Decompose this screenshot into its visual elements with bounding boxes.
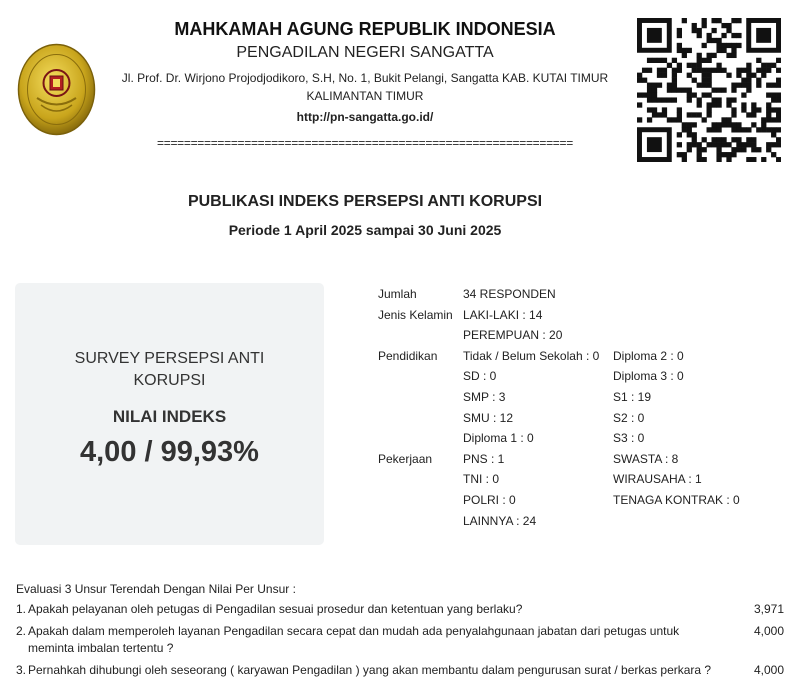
- stats-value: SMU : 12: [463, 410, 514, 425]
- evaluation-list: [16, 601, 786, 679]
- survey-title: SURVEY PERSEPSI ANTI KORUPSI: [74, 350, 265, 389]
- item-number: 3.: [16, 663, 27, 677]
- stats-value: SD : 0: [463, 369, 497, 384]
- stats-value: LAINNYA : 24: [463, 513, 537, 528]
- district-court-name: PENGADILAN NEGERI SANGATTA: [236, 44, 494, 61]
- court-address: Jl. Prof. Dr. Wirjono Projodjodikoro, S.H, No. 1, Bukit Pelangi, Sangatta KAB. KUTAI TIMUR KALIMANTAN TIMUR: [121, 71, 609, 103]
- index-label: NILAI INDEKS: [112, 407, 227, 426]
- stats-label: Pendidikan: [378, 348, 438, 363]
- item-score: 4,000: [753, 663, 784, 677]
- evaluation-section: [16, 580, 786, 684]
- page-title: PUBLIKASI INDEKS PERSEPSI ANTI KORUPSI: [187, 193, 543, 210]
- stats-value-2: S3 : 0: [613, 431, 645, 446]
- court-seal-logo: [17, 43, 96, 136]
- evaluation-heading: Evaluasi 3 Unsur Terendah Dengan Nilai Per Unsur :: [16, 582, 296, 596]
- stats-label: Jumlah: [378, 287, 417, 301]
- index-value: 4,00 / 99,93%: [80, 436, 259, 468]
- court-website: http://pn-sangatta.go.id/: [296, 110, 434, 124]
- letterhead: [110, 18, 620, 150]
- stats-label: Jenis Kelamin: [378, 307, 453, 322]
- index-card: [15, 283, 324, 545]
- qr-code: [637, 18, 781, 162]
- stats-value-2: TENAGA KONTRAK : 0: [613, 492, 740, 507]
- stats-label: Pekerjaan: [378, 451, 433, 466]
- stats-value: PNS : 1: [463, 451, 505, 466]
- item-number: 2.: [16, 624, 27, 638]
- evaluation-item: [16, 662, 786, 679]
- stats-value-2: Diploma 2 : 0: [613, 348, 684, 363]
- stats-value: 34 RESPONDEN: [463, 287, 556, 301]
- evaluation-item: [16, 601, 786, 618]
- stats-value-2: SWASTA : 8: [613, 451, 679, 466]
- stats-value: Diploma 1 : 0: [463, 431, 534, 446]
- stats-value: SMP : 3: [463, 389, 506, 404]
- stats-value: TNI : 0: [463, 472, 500, 487]
- evaluation-item: [16, 623, 786, 657]
- stats-value-2: WIRAUSAHA : 1: [613, 472, 702, 487]
- item-score: 3,971: [753, 602, 784, 616]
- court-name: MAHKAMAH AGUNG REPUBLIK INDONESIA: [174, 19, 556, 39]
- item-number: 1.: [16, 602, 27, 616]
- stats-value: PEREMPUAN : 20: [463, 328, 563, 343]
- item-question: Apakah pelayanan oleh petugas di Pengadilan sesuai prosedur dan ketentuan yang berlaku?: [28, 602, 523, 616]
- stats-value-2: S2 : 0: [613, 410, 645, 425]
- stats-value: Tidak / Belum Sekolah : 0: [463, 348, 600, 363]
- stats-value-2: Diploma 3 : 0: [613, 369, 684, 384]
- item-question: Apakah dalam memperoleh layanan Pengadilan secara cepat dan mudah ada penyalahgunaan jabatan dari petugas untuk meminta imbalan tertentu ?: [28, 624, 680, 655]
- stats-value-2: S1 : 19: [613, 389, 652, 404]
- period-subtitle: Periode 1 April 2025 sampai 30 Juni 2025: [228, 222, 502, 238]
- header-separator: ==============================================================: [157, 136, 573, 150]
- item-question: Pernahkah dihubungi oleh seseorang ( karyawan Pengadilan ) yang akan membantu dalam pengurusan surat / berkas perkara ?: [28, 663, 712, 677]
- item-score: 4,000: [753, 624, 784, 638]
- stats-value: POLRI : 0: [463, 492, 516, 507]
- stats-value: LAKI-LAKI : 14: [463, 307, 543, 322]
